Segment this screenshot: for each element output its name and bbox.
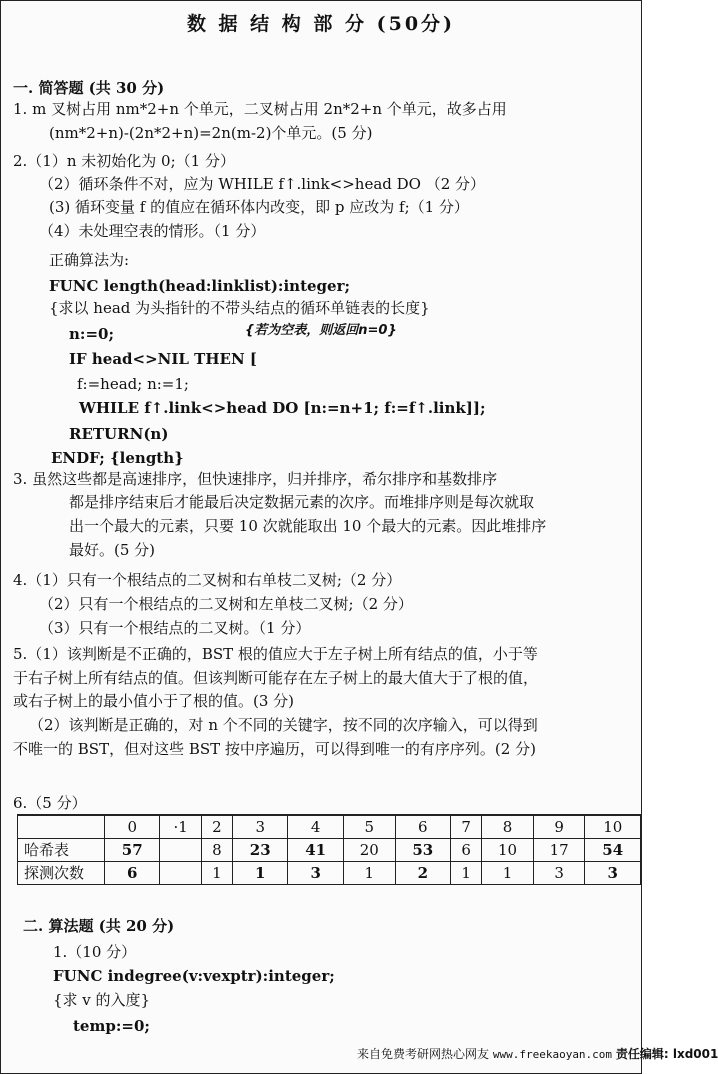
table-row [18,839,641,862]
table-cell: 6 [395,815,450,839]
q4-line3: （3）只有一个根结点的二叉树。（1 分） [39,619,311,637]
table-cell: 54 [585,839,641,862]
hash-table-body [18,815,641,885]
q1-line2: (nm*2+n)-(2n*2+n)=2n(m-2)个单元。(5 分) [49,124,373,142]
table-cell: 3 [533,862,585,885]
table-cell: 哈希表 [18,839,105,862]
table-cell: 2 [395,862,450,885]
table-cell: ·1 [160,815,201,839]
q3-line3: 出一个最大的元素，只要 10 次就能取出 10 个最大的元素。因此堆排序 [69,517,547,535]
table-cell [18,815,105,839]
q4-line2: （2）只有一个根结点的二叉树和左单枝二叉树;（2 分） [39,595,413,613]
table-cell: 1 [233,862,288,885]
table-cell [160,862,201,885]
code-line: n:=0; [69,325,114,343]
page-title: 数 据 结 构 部 分 (50分) [186,13,456,35]
q5-line4: （2）该判断是正确的，对 n 个不同的关键字，按不同的次序输入，可以得到 [29,716,538,734]
table-cell: 41 [288,839,343,862]
table-cell [160,839,201,862]
table-cell: 8 [201,839,232,862]
q5-line3: 或右子树上的最小值小于了根的值。(3 分) [13,692,295,710]
code-line: temp:=0; [73,1017,150,1035]
q2-line2: （2）循环条件不对，应为 WHILE f↑.link<>head DO （2 分） [39,175,486,193]
table-cell: 1 [343,862,395,885]
q1-line1: 1. m 叉树占用 nm*2+n 个单元，二叉树占用 2n*2+n 个单元，故多占用 [13,100,507,118]
q3-line4: 最好。(5 分) [69,541,156,559]
table-cell: 10 [482,839,534,862]
table-row [18,862,641,885]
handwritten-note: {若为空表，则返回n=0} [245,323,397,338]
code-line: RETURN(n) [69,425,169,443]
table-cell: 1 [482,862,534,885]
table-cell: 0 [105,815,160,839]
table-cell: 3 [288,862,343,885]
table-cell: 6 [105,862,160,885]
q5-line5: 不唯一的 BST，但对这些 BST 按中序遍历，可以得到唯一的有序序列。(2 分) [13,740,536,758]
code-line: FUNC indegree(v:vexptr):integer; [53,967,335,985]
code-line: {求 v 的入度} [53,991,151,1009]
q2-line5: 正确算法为: [49,251,130,269]
table-cell: 5 [343,815,395,839]
table-cell: 53 [395,839,450,862]
q2-line1: 2.（1）n 未初始化为 0;（1 分） [13,152,235,170]
table-header-row [18,815,641,839]
code-line: FUNC length(head:linklist):integer; [49,277,351,295]
code-line: f:=head; n:=1; [77,375,189,393]
table-cell: 17 [533,839,585,862]
table-cell: 20 [343,839,395,862]
code-line: IF head<>NIL THEN [ [69,350,257,368]
table-cell: 4 [288,815,343,839]
section2-sub: 1.（10 分） [53,943,137,961]
footer [357,1047,718,1061]
table-cell: 探测次数 [18,862,105,885]
table-cell: 3 [585,862,641,885]
footer-url: www.freekaoyan.com [492,1048,613,1061]
code-line: {求以 head 为头指针的不带头结点的循环单链表的长度} [49,299,430,317]
section2-heading: 二. 算法题 (共 20 分) [23,917,175,935]
section1-heading: 一. 简答题 (共 30 分) [13,79,165,97]
table-cell: 7 [451,815,482,839]
q5-line2: 于右子树上所有结点的值。但该判断可能存在左子树上的最大值大于了根的值， [13,669,539,687]
hash-table [17,814,641,885]
table-cell: 8 [482,815,534,839]
q5-line1: 5.（1）该判断是不正确的，BST 根的值应大于左子树上所有结点的值，小于等 [13,645,538,663]
footer-text: 来自免费考研网热心网友 [357,1047,490,1061]
table-cell: 1 [201,862,232,885]
table-cell: 6 [451,839,482,862]
q4-line1: 4.（1）只有一个根结点的二叉树和右单枝二叉树;（2 分） [13,571,402,589]
code-line: ENDF; {length} [51,449,184,467]
q3-line2: 都是排序结束后才能最后决定数据元素的次序。而堆排序则是每次就取 [69,493,535,511]
table-cell: 3 [233,815,288,839]
q2-line4: （4）未处理空表的情形。（1 分） [39,222,266,240]
footer-editor: 责任编辑: lxd001 [615,1047,718,1061]
table-cell: 23 [233,839,288,862]
table-cell: 2 [201,815,232,839]
q6-label: 6.（5 分） [13,794,87,812]
table-cell: 1 [451,862,482,885]
code-line: WHILE f↑.link<>head DO [n:=n+1; f:=f↑.link]]; [79,399,486,417]
table-cell: 10 [585,815,641,839]
q2-line3: (3) 循环变量 f 的值应在循环体内改变，即 p 应改为 f;（1 分） [49,198,469,216]
table-cell: 9 [533,815,585,839]
q3-line1: 3. 虽然这些都是高速排序，但快速排序，归并排序，希尔排序和基数排序 [13,470,498,488]
table-cell: 57 [105,839,160,862]
